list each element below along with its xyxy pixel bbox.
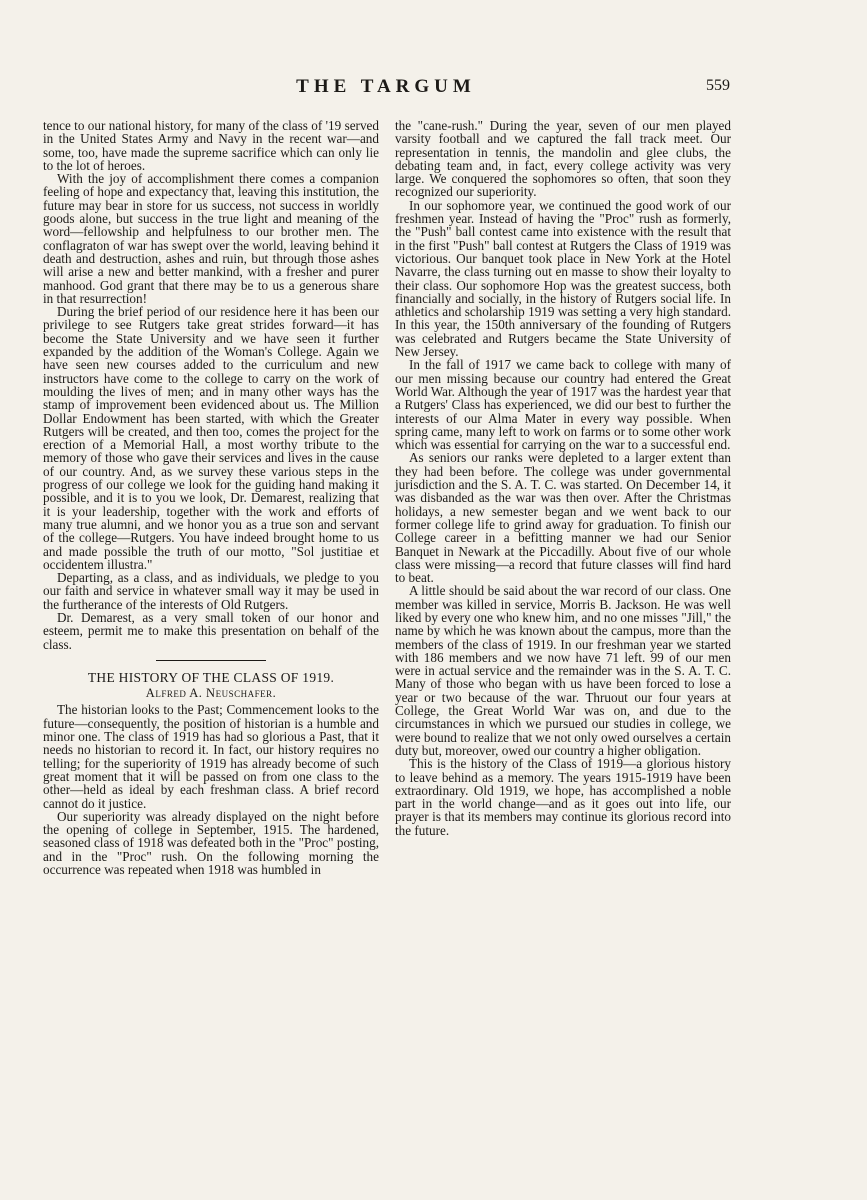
article-byline: Alfred A. Neuschafer. [145, 686, 277, 701]
paragraph: During the brief period of our residence here it has been our privilege to see Rutgers take great strides forward—it has become the State University and we have seen it further expanded by the addition of the Woman's College. Again we have seen new courses added to the curriculum and new instructors have come to the college to carry on the work of moulding the lives of men; and in many other ways has the stamp of improvement been evidenced about us. The Million Dollar Endowment has been started, with which the Greater Rutgers will be created, and then too, comes the project for the erection of a Memorial Hall, a most worthy tribute to the memory of those who gave their services and lives in the cause of our country. And, as we survey these various steps in the progress of our college we look for the guiding hand making it possible, and it is to you we look, Dr. Demarest, realizing that it is your leadership, together with the work and efforts of many true alumni, and we honor you as a true son and servant of the college—Rutgers. You have indeed brought home to us and made possible the truth of our motto, "Sol justitiae et occidentem illustra." [43, 304, 379, 572]
page-number: 559 [706, 77, 730, 94]
paragraph: tence to our national history, for many of the class of '19 served in the United States Army and Navy in the recent war—and some, too, have made the supreme sacrifice which can only lie to the lot of heroes. [43, 118, 379, 173]
paragraph: With the joy of accomplishment there comes a companion feeling of hope and expectancy that, leaving this institution, the future may bear in store for us success, not success in worldly goods alone, but success in the true light and meaning of the word—fellowship and helpfulness to our brother men. The conflagraton of war has swept over the world, leaving behind it death and destruction, ashes and ruin, but through those ashes will arise a new and better mankind, with a fresher and purer manhood. God grant that there may be to us a generous share in that resurrection! [43, 171, 379, 306]
paragraph: The historian looks to the Past; Commencement looks to the future—consequently, the position of historian is a humble and minor one. The class of 1919 has had so glorious a Past, that it needs no historian to record it. In fact, our history requires no telling; for the superiority of 1919 has already become of such great moment that it will be passed on from one class to the other—held as ideal by each freshman class. A brief record cannot do it justice. [43, 702, 379, 811]
running-title: THE TARGUM [296, 76, 476, 97]
paragraph: Departing, as a class, and as individuals, we pledge to you our faith and service in whatever small way it may be used in the furtherance of the interests of Old Rutgers. [43, 570, 379, 612]
paragraph: the "cane-rush." During the year, seven of our men played varsity football and we captured the fall track meet. Our representation in tennis, the mandolin and glee clubs, the debating team and, in fact, every college activity was very large. We conquered the sophomores so often, that soon they recognized our superiority. [395, 118, 731, 200]
left-column [43, 119, 379, 876]
paragraph: In the fall of 1917 we came back to college with many of our men missing because our country had entered the Great World War. Although the year of 1917 was the hardest year that a Rutgers' Class has experienced, we did our best to further the interests of our Alma Mater in every way possible. When spring came, many left to work on farms or to some other work which was essential for carrying on the war to a successful end. [395, 357, 731, 453]
right-column [395, 119, 731, 837]
paragraph: In our sophomore year, we continued the good work of our freshmen year. Instead of having the "Proc" rush as formerly, the "Push" ball contest came into existence with the result that in the first "Push" ball contest at Rutgers the Class of 1919 was victorious. Our banquet took place in New York at the Hotel Navarre, the class turning out en masse to show their loyalty to their class. Our sophomore Hop was the greatest success, both financially and socially, in the history of Rutgers social life. In athletics and scholarship 1919 was setting a very high standard. In this year, the 150th anniversary of the founding of Rutgers was celebrated and Rutgers became the State University of New Jersey. [395, 197, 731, 360]
section-divider [156, 660, 266, 661]
paragraph: As seniors our ranks were depleted to a larger extent than they had been before. The college was under governmental jurisdiction and the S. A. T. C. was started. On December 14, it was disbanded as the war was then over. After the Christmas holidays, a new semester began and we went back to our former college life to grind away for graduation. To finish our College career in a befitting manner we had our Senior Banquet in Newark at the Piccadilly. About five of our whole class were missing—a record that future classes will find hard to beat. [395, 450, 731, 586]
paragraph: This is the history of the Class of 1919—a glorious history to leave behind as a memory. The years 1915-1919 have been extraordinary. Old 1919, we hope, has accomplished a noble part in the world change—and as it goes out into life, our prayer is that its members may continue its glorious record into the future. [395, 756, 731, 838]
paragraph: A little should be said about the war record of our class. One member was killed in service, Morris B. Jackson. He was well liked by every one who knew him, and no one misses "Jill," the name by which he was known about the campus, more than the members of the class of 1919. In our freshman year we started with 186 members and we now have 71 left. 99 of our men were in actual service and the remainder was in the S. A. T. C. Many of those who began with us have been forced to lose a year or two because of the war. Thruout our four years at College, the Great World War was on, and due to the circumstances in which we pursued our studies in college, we were bound to realize that we not only owed ourselves a certain duty but, moreover, owed our country a higher obligation. [395, 583, 731, 758]
paragraph: Dr. Demarest, as a very small token of our honor and esteem, permit me to make this presentation on behalf of the class. [43, 609, 379, 652]
page-header [42, 76, 730, 102]
article-title: THE HISTORY OF THE CLASS OF 1919. [87, 669, 335, 685]
paragraph: Our superiority was already displayed on the night before the opening of college in September, 1915. The hardened, seasoned class of 1918 was defeated both in the "Proc" posting, and in the "Proc" rush. On the following morning the occurrence was repeated when 1918 was humbled in [43, 808, 379, 878]
